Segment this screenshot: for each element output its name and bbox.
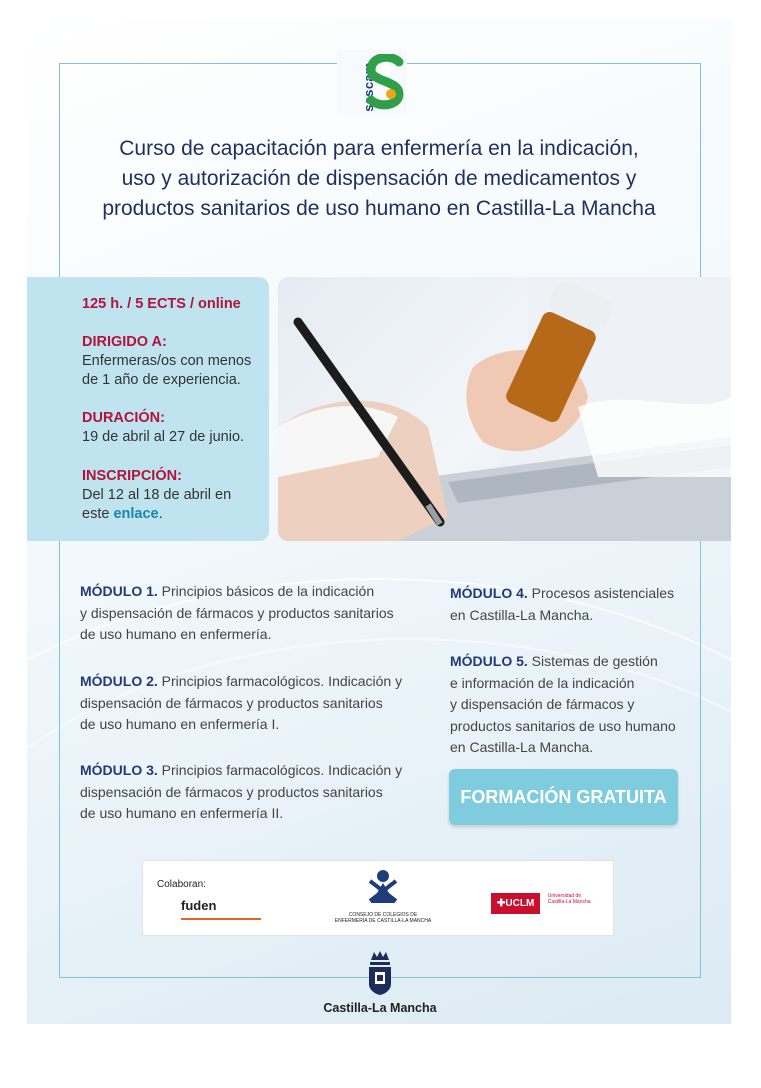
poster — [27, 18, 731, 1024]
uclm-subtitle — [548, 893, 591, 905]
module-text: dispensación de fármacos y productos sanitarios — [80, 783, 383, 800]
module-5 — [450, 651, 676, 759]
module-number: MÓDULO 1. — [80, 583, 158, 599]
nurse-writing-photo — [278, 277, 731, 541]
uclm-text: UCLM — [505, 898, 535, 909]
enroll-link[interactable]: enlace — [113, 506, 159, 522]
module-text: en Castilla-La Mancha. — [450, 739, 594, 755]
module-text: e información de la indicación — [450, 674, 635, 691]
course-summary: 125 h. / 5 ECTS / online — [82, 296, 241, 312]
footer-institution-name: Castilla-La Mancha — [323, 1001, 437, 1015]
module-text: en Castilla-La Mancha. — [450, 606, 594, 623]
module-1 — [80, 581, 394, 646]
fuden-underline — [181, 918, 261, 920]
collaborators-box — [142, 860, 614, 936]
uclm-logo — [491, 893, 591, 914]
module-text: de uso humano en enfermería I. — [80, 716, 280, 732]
enroll-heading: INSCRIPCIÓN: — [82, 468, 182, 484]
title-line: productos sanitarios de uso humano en Castilla-La Mancha — [102, 197, 656, 220]
uclm-cross-icon: ✚ — [497, 898, 506, 909]
module-text: Principios básicos de la indicación — [157, 583, 375, 599]
nurse-figure-icon — [366, 867, 400, 907]
collaborators-label: Colaboran: — [157, 879, 206, 890]
course-title — [67, 134, 691, 224]
module-text: Sistemas de gestión — [527, 653, 658, 669]
module-number: MÓDULO 5. — [450, 653, 528, 669]
consejo-text: ENFERMERÍA DE CASTILLA-LA MANCHA — [334, 918, 432, 924]
title-line: Curso de capacitación para enfermería en la indicación, — [119, 137, 639, 160]
consejo-text: CONSEJO DE COLEGIOS DE — [348, 912, 418, 918]
module-text: productos sanitarios de uso humano — [450, 717, 676, 734]
module-3 — [80, 760, 402, 825]
crown-shield-icon — [363, 950, 397, 996]
consejo-logo — [328, 867, 438, 924]
target-text: Enfermeras/os con menos — [82, 353, 252, 369]
sescam-s-icon — [365, 54, 407, 110]
target-heading: DIRIGIDO A: — [82, 334, 167, 350]
nurse-illustration — [278, 277, 731, 541]
module-text: dispensación de fármacos y productos sanitarios — [80, 694, 383, 711]
enroll-text — [82, 505, 163, 524]
logo-text: sescam — [361, 62, 376, 112]
uclm-subtitle-line: Castilla-La Mancha — [547, 899, 591, 905]
castilla-la-mancha-emblem — [363, 950, 397, 996]
enroll-text-pre: este — [82, 506, 114, 522]
module-2 — [80, 671, 402, 736]
module-text: Principios farmacológicos. Indicación y — [157, 673, 403, 689]
duration-heading: DURACIÓN: — [82, 410, 165, 426]
fuden-logo — [181, 897, 261, 920]
duration-text: 19 de abril al 27 de junio. — [82, 429, 245, 445]
uclm-badge — [491, 893, 540, 914]
course-info-box — [27, 277, 269, 541]
target-text: de 1 año de experiencia. — [82, 372, 241, 388]
module-text: y dispensación de fármacos y productos sanitarios — [80, 604, 394, 621]
module-text: Procesos asistenciales — [527, 585, 675, 601]
enroll-text: Del 12 al 18 de abril en — [82, 487, 232, 503]
module-text: y dispensación de fármacos y — [450, 696, 635, 712]
module-text: Principios farmacológicos. Indicación y — [157, 762, 403, 778]
module-4 — [450, 583, 674, 626]
module-number: MÓDULO 2. — [80, 673, 158, 689]
sescam-logo — [337, 50, 407, 114]
uclm-subtitle-line: Universidad de — [547, 893, 582, 899]
enroll-text-post: . — [158, 506, 163, 522]
module-number: MÓDULO 4. — [450, 585, 528, 601]
module-text: de uso humano en enfermería II. — [80, 805, 284, 821]
module-number: MÓDULO 3. — [80, 762, 158, 778]
free-training-button[interactable]: FORMACIÓN GRATUITA — [449, 769, 678, 825]
fuden-text: fuden — [181, 898, 217, 913]
title-line: uso y autorización de dispensación de medicamentos y — [121, 167, 637, 190]
module-text: de uso humano en enfermería. — [80, 626, 272, 642]
